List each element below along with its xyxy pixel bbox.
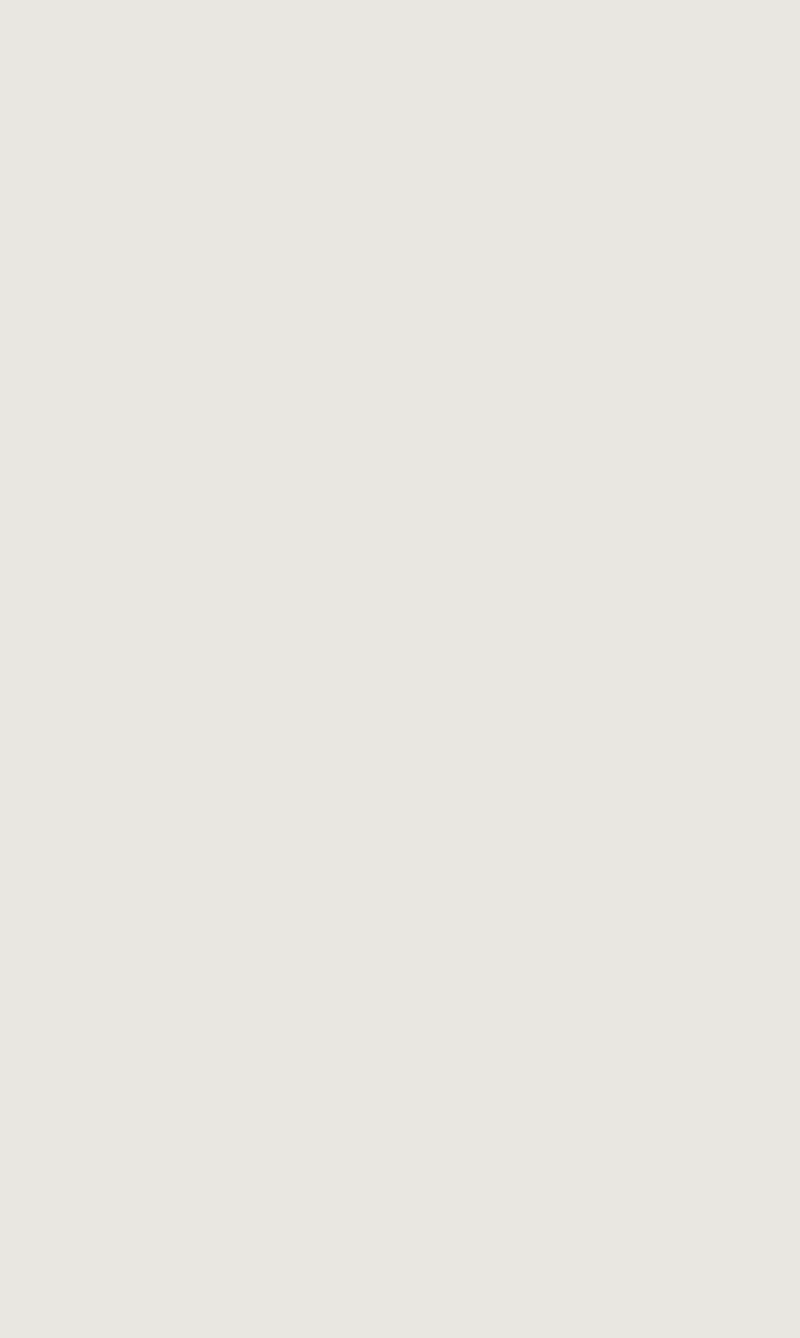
text-line — [62, 732, 709, 758]
text-line — [80, 1018, 709, 1044]
text-line — [62, 290, 709, 316]
text-line — [62, 212, 709, 238]
text-line — [149, 368, 709, 394]
text-line — [62, 914, 709, 940]
text-line — [62, 1070, 709, 1096]
text-line — [80, 810, 709, 836]
text-line — [149, 550, 709, 576]
text-line — [62, 238, 709, 264]
text-line — [62, 836, 709, 862]
text-line — [80, 576, 709, 602]
text-line — [80, 264, 709, 290]
text-line — [62, 758, 709, 784]
text-line — [62, 862, 709, 888]
text-line — [62, 888, 709, 914]
text-line — [62, 680, 709, 706]
text-line — [62, 784, 709, 810]
text-line — [62, 992, 709, 1018]
text-line — [149, 498, 709, 524]
text-line — [62, 186, 709, 212]
text-line — [104, 342, 709, 368]
text-line — [62, 1096, 709, 1122]
text-line — [62, 654, 709, 680]
text-line — [149, 472, 709, 498]
text-line — [62, 160, 709, 186]
text-line — [149, 446, 709, 472]
text-line — [62, 602, 709, 628]
text-line — [62, 134, 709, 160]
text-line — [62, 706, 709, 732]
text-line — [149, 524, 709, 550]
text-line — [62, 316, 709, 342]
text-line — [62, 628, 709, 654]
text-line — [104, 420, 709, 446]
running-header — [62, 98, 709, 122]
text-line — [62, 1044, 709, 1070]
text-line — [104, 394, 709, 420]
text-line — [62, 966, 709, 992]
text-line — [62, 940, 709, 966]
